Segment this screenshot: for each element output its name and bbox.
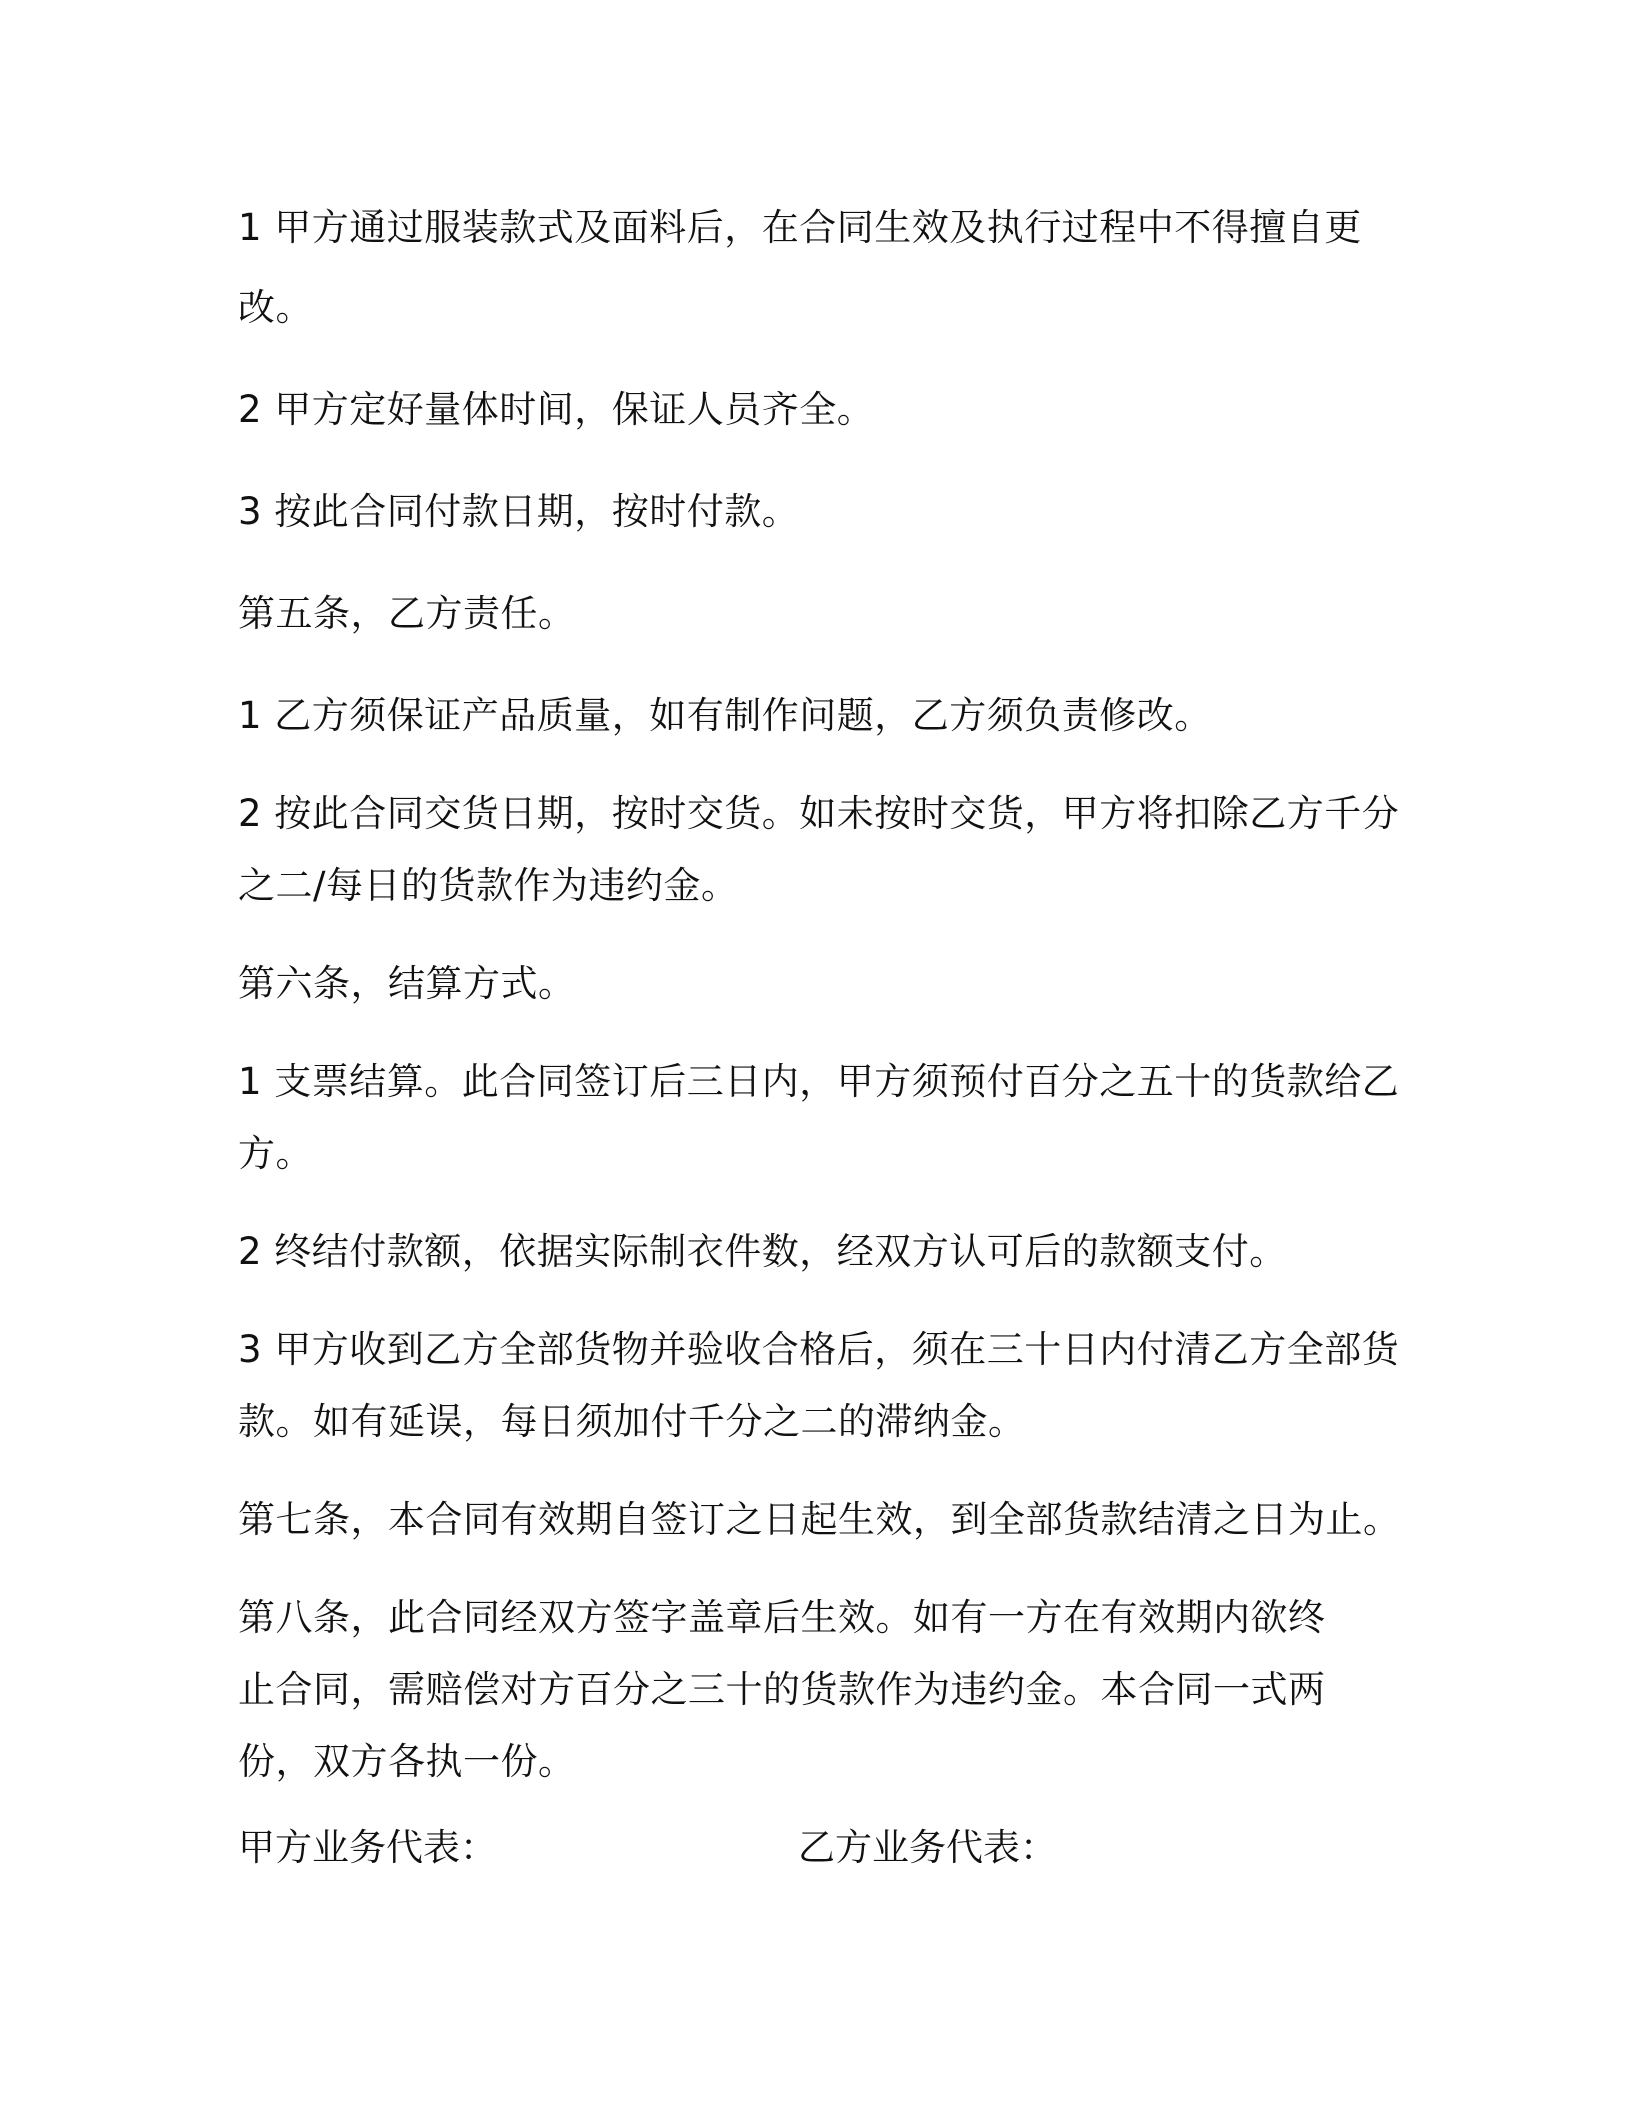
clause-b-1: 1 乙方须保证产品质量，如有制作问题，乙方须负责修改。 <box>238 694 1212 737</box>
article-7: 第七条，本合同有效期自签订之日起生效，到全部货款结清之日为止。 <box>238 1498 1401 1541</box>
clause-b-2: 2 按此合同交货日期，按时交货。如未按时交货，甲方将扣除乙方千分之二/每日的货款作为违约金。 <box>238 792 1400 907</box>
clause-a-1: 1 甲方通过服装款式及面料后，在合同生效及执行过程中不得擅自更改。 <box>238 206 1362 329</box>
article-5-heading: 第五条，乙方责任。 <box>238 592 576 635</box>
article-8: 第八条，此合同经双方签字盖章后生效。如有一方在有效期内欲终止合同，需赔偿对方百分之三十的货款作为违约金。本合同一式两份，双方各执一份。 <box>238 1596 1326 1783</box>
party-b-representative-label: 乙方业务代表： <box>798 1826 1057 1869</box>
clause-a-2: 2 甲方定好量体时间，保证人员齐全。 <box>238 388 875 431</box>
settlement-2: 2 终结付款额，依据实际制衣件数，经双方认可后的款额支付。 <box>238 1230 1287 1273</box>
party-a-representative-label: 甲方业务代表： <box>238 1826 497 1869</box>
clause-a-3: 3 按此合同付款日期，按时付款。 <box>238 490 800 533</box>
contract-body <box>238 188 1418 1820</box>
settlement-1: 1 支票结算。此合同签订后三日内，甲方须预付百分之五十的货款给乙方。 <box>238 1060 1400 1175</box>
settlement-3: 3 甲方收到乙方全部货物并验收合格后，须在三十日内付清乙方全部货款。如有延误，每日须加付千分之二的滞纳金。 <box>238 1328 1400 1443</box>
article-6-heading: 第六条，结算方式。 <box>238 962 576 1005</box>
